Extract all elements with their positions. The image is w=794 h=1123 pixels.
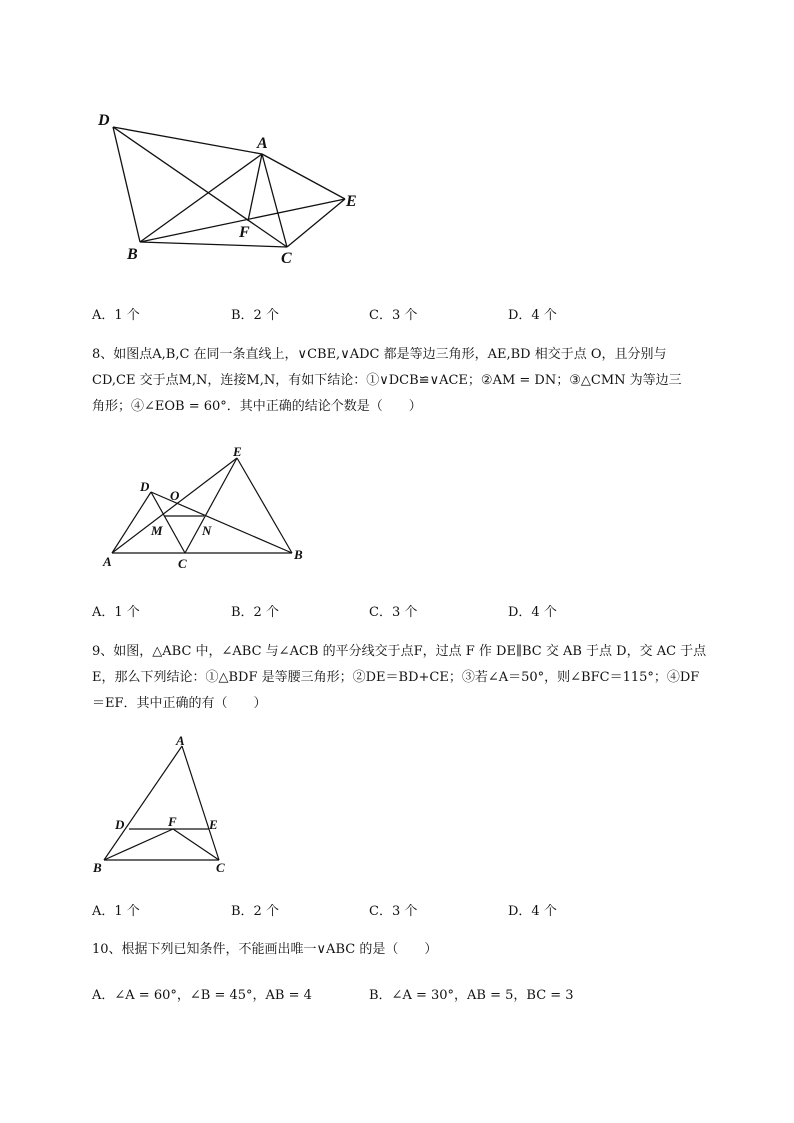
point-label-o: O (170, 488, 180, 503)
q9-options (92, 900, 732, 922)
segment-ae (112, 458, 237, 553)
q8-option-c[interactable]: C．3 个 (369, 605, 418, 620)
point-label-f: F (168, 814, 177, 829)
q7-option-a[interactable]: A．1 个 (92, 308, 140, 323)
q9-option-c[interactable]: C．3 个 (369, 904, 418, 919)
point-label-c: C (281, 250, 292, 267)
q7-options (92, 304, 732, 326)
q8-option-a[interactable]: A．1 个 (92, 605, 140, 620)
point-label-d: D (115, 817, 125, 832)
point-label-d: D (98, 112, 110, 129)
q8-line-3: 角形；④∠EOB = 60°．其中正确的结论个数是（ ） (92, 399, 422, 414)
q10-stem: 10、根据下列已知条件，不能画出唯一∨ABC 的是（ ） (92, 942, 438, 957)
q10-options (92, 984, 732, 1006)
question-8 (92, 342, 742, 420)
q8-option-d[interactable]: D．4 个 (508, 605, 557, 620)
question-10 (92, 937, 742, 963)
figure-equilateral-triangles (95, 440, 315, 575)
segment-ae (262, 154, 345, 199)
figure-quadrilateral-dabce (90, 100, 380, 270)
q9-option-b[interactable]: B．2 个 (231, 904, 279, 919)
point-label-a: A (103, 554, 112, 569)
point-label-b: B (127, 246, 138, 263)
q8-options (92, 601, 732, 623)
q9-line-1: 9、如图，△ABC 中，∠ABC 与∠ACB 的平分线交于点F，过点 F 作 DE∥BC 交 AB 于点 D，交 AC 于点 (92, 644, 707, 659)
point-label-a: A (176, 733, 185, 748)
point-label-d: D (140, 479, 150, 494)
q8-line-1: 8、如图点A,B,C 在同一条直线上，∨CBE,∨ADC 都是等边三角形，AE,BD 相交于点 O，且分别与 (92, 347, 667, 362)
segment-cf (173, 829, 219, 860)
point-label-b: B (294, 547, 303, 562)
point-label-e: E (346, 193, 357, 210)
q9-option-d[interactable]: D．4 个 (508, 904, 557, 919)
q10-option-a[interactable]: A．∠A = 60°，∠B = 45°，AB = 4 (92, 988, 312, 1003)
segment-ce (287, 199, 345, 247)
segment-eb (237, 458, 292, 553)
point-label-f: F (239, 224, 250, 241)
figure-triangle-angle-bisectors (88, 732, 238, 877)
q9-option-a[interactable]: A．1 个 (92, 904, 140, 919)
point-label-e: E (233, 444, 242, 459)
question-9 (92, 639, 742, 717)
q9-line-2: E，那么下列结论：①△BDF 是等腰三角形；②DE＝BD+CE；③若∠A＝50°，则∠BFC＝115°；④DF (92, 670, 700, 685)
point-label-m: M (151, 523, 163, 538)
segment-ad (112, 492, 151, 553)
segment-af (248, 154, 262, 221)
q7-option-d[interactable]: D．4 个 (508, 308, 557, 323)
segment-bc (140, 242, 287, 247)
q8-line-2: CD,CE 交于点M,N，连接M,N，有如下结论：①∨DCB≌∨ACE；②AM = DN；③△CMN 为等边三 (92, 373, 682, 388)
q7-option-b[interactable]: B．2 个 (231, 308, 279, 323)
segment-da (113, 127, 262, 154)
point-label-c: C (216, 860, 225, 875)
point-label-b: B (93, 860, 102, 875)
segment-db (113, 127, 140, 242)
q10-option-b[interactable]: B．∠A = 30°，AB = 5，BC = 3 (369, 988, 574, 1003)
q9-line-3: ＝EF．其中正确的有（ ） (92, 696, 267, 711)
point-label-a: A (257, 135, 268, 152)
point-label-c: C (178, 556, 187, 571)
q8-option-b[interactable]: B．2 个 (231, 605, 279, 620)
point-label-e: E (209, 817, 218, 832)
segment-ce (185, 458, 237, 553)
point-label-n: N (202, 523, 212, 538)
segment-ac (182, 746, 219, 860)
q7-option-c[interactable]: C．3 个 (369, 308, 418, 323)
